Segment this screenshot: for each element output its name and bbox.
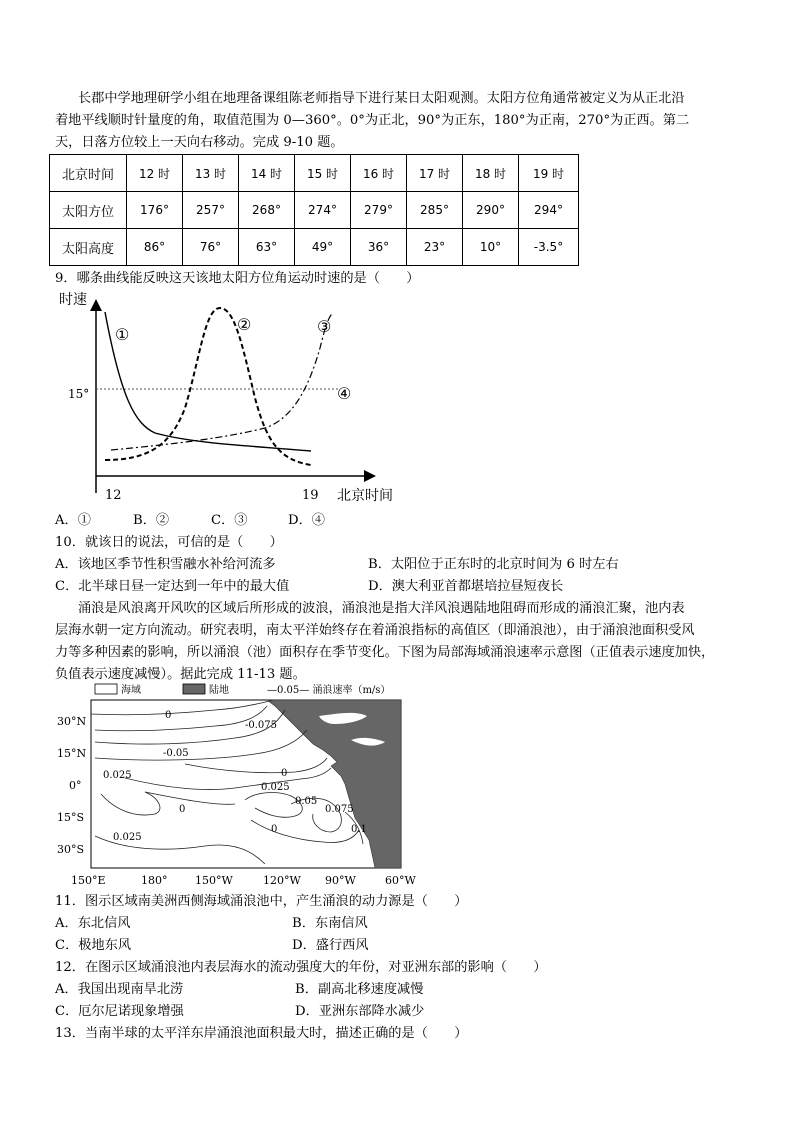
- swell-map: [55, 680, 425, 890]
- intro2-line2: 层海水朝一定方向流动。研究表明，南太平洋始终存在着涌浪指标的高值区（即涌浪池），由于涌浪池面积受风: [55, 623, 695, 638]
- q9-option-d: D．④: [288, 513, 325, 528]
- table-cell: 23°: [407, 229, 463, 266]
- lat-label: 15°N: [57, 747, 87, 760]
- q10-option-d: D．澳大利亚首都堪培拉昼短夜长: [368, 579, 564, 594]
- q10-option-b: B．太阳位于正东时的北京时间为 6 时左右: [368, 557, 619, 572]
- q9-option-c: C．③: [211, 513, 248, 528]
- table-cell: 北京时间: [50, 155, 127, 192]
- curve2-label: ②: [237, 315, 252, 334]
- contour-label: 0: [281, 768, 288, 779]
- intro1-line2: 着地平线顺时针量度的角，取值范围为 0—360°。0°为正北，90°为正东，180°为正南，270°为正西。第二: [55, 113, 690, 128]
- q10-stem: 10．就该日的说法，可信的是（ ）: [55, 535, 283, 550]
- table-cell: 63°: [239, 229, 295, 266]
- lon-label: 60°W: [385, 874, 416, 887]
- q9-stem: 9．哪条曲线能反映这天该地太阳方位角运动时速的是（ ）: [55, 271, 420, 286]
- lat-label: 30°N: [57, 715, 87, 728]
- lat-label: 0°: [69, 779, 82, 792]
- graph-ylabel: 时速: [59, 292, 87, 308]
- curve-3: [111, 314, 332, 450]
- table-row-altitude: [50, 229, 579, 266]
- contour-label: -0.05: [163, 748, 189, 759]
- contour-label: -0.075: [245, 720, 278, 731]
- contour-label: 0.075: [325, 804, 354, 815]
- contour-label: 0.025: [113, 832, 142, 843]
- table-cell: 294°: [519, 192, 579, 229]
- q12-stem: 12．在图示区域涌浪池内表层海水的流动强度大的年份，对亚洲东部的影响（ ）: [55, 960, 547, 975]
- curve4-label: ④: [337, 384, 352, 403]
- table-cell: 19 时: [519, 155, 579, 192]
- table-cell: 257°: [183, 192, 239, 229]
- q12-option-d: D．亚洲东部降水减少: [295, 1004, 425, 1019]
- contour-label: 0.025: [261, 782, 290, 793]
- lon-label: 150°E: [71, 874, 106, 887]
- q11-option-c: C．极地东风: [55, 938, 132, 953]
- table-cell: 285°: [407, 192, 463, 229]
- lat-label: 30°S: [57, 843, 85, 856]
- lon-label: 150°W: [195, 874, 233, 887]
- graph-xlabel: 北京时间: [337, 488, 393, 504]
- table-cell: 274°: [295, 192, 351, 229]
- lon-label: 180°: [141, 874, 168, 887]
- contour-label: 0.1: [351, 824, 367, 835]
- table-cell: -3.5°: [519, 229, 579, 266]
- table-cell: 279°: [351, 192, 407, 229]
- table-cell: 太阳方位: [50, 192, 127, 229]
- legend-land: 陆地: [209, 685, 229, 696]
- intro2-line3: 力等多种因素的影响，所以涌浪（池）面积存在季节变化。下图为局部海域涌浪速率示意图（正值表示速度加快，: [55, 645, 715, 660]
- table-cell: 76°: [183, 229, 239, 266]
- table-row-time: [50, 155, 579, 192]
- legend-sea: 海域: [121, 685, 141, 696]
- q12-option-c: C．厄尔尼诺现象增强: [55, 1004, 184, 1019]
- intro2-line4: 负值表示速度减慢）。据此完成 11-13 题。: [55, 667, 306, 682]
- q13-stem: 13．当南半球的太平洋东岸涌浪池面积最大时，描述正确的是（ ）: [55, 1026, 468, 1041]
- table-cell: 18 时: [463, 155, 519, 192]
- curve-2: [105, 308, 311, 465]
- intro1-line1: 长郡中学地理研学小组在地理备课组陈老师指导下进行某日太阳观测。太阳方位角通常被定义为从正北沿: [78, 91, 685, 106]
- contour-label: 0: [271, 824, 278, 835]
- table-row-azimuth: [50, 192, 579, 229]
- q10-option-a: A．该地区季节性积雪融水补给河流多: [55, 557, 276, 572]
- lon-label: 90°W: [325, 874, 356, 887]
- q11-option-a: A．东北信风: [55, 916, 131, 931]
- q9-option-b: B．②: [133, 513, 170, 528]
- lon-label: 120°W: [263, 874, 301, 887]
- table-cell: 10°: [463, 229, 519, 266]
- curve-1: [105, 312, 311, 451]
- legend-line: —0.05— 涌浪速率（m/s）: [267, 685, 391, 696]
- table-cell: 49°: [295, 229, 351, 266]
- table-cell: 17 时: [407, 155, 463, 192]
- table-cell: 太阳高度: [50, 229, 127, 266]
- x-end-label: 19: [302, 488, 319, 503]
- table-cell: 13 时: [183, 155, 239, 192]
- table-cell: 176°: [127, 192, 183, 229]
- table-cell: 14 时: [239, 155, 295, 192]
- table-cell: 36°: [351, 229, 407, 266]
- contour-label: 0: [165, 710, 172, 721]
- q11-stem: 11．图示区域南美洲西侧海域涌浪池中，产生涌浪的动力源是（ ）: [55, 894, 468, 909]
- lat-label: 15°S: [57, 811, 85, 824]
- q10-option-c: C．北半球日昼一定达到一年中的最大值: [55, 579, 290, 594]
- contour-label: 0.05: [295, 796, 318, 807]
- q9-option-a: A．①: [55, 513, 91, 528]
- q12-option-b: B．副高北移速度减慢: [295, 982, 424, 997]
- q11-option-d: D．盛行西风: [292, 938, 369, 953]
- x-start-label: 12: [105, 488, 122, 503]
- table-cell: 15 时: [295, 155, 351, 192]
- curve3-label: ③: [317, 317, 332, 336]
- intro2-line1: 涌浪是风浪离开风吹的区域后所形成的波浪，涌浪池是指大洋风浪遇陆地阻碍而形成的涌浪汇聚，池内表: [78, 601, 685, 616]
- table-cell: 290°: [463, 192, 519, 229]
- azimuth-speed-graph: [55, 288, 415, 506]
- ref-label: 15°: [68, 387, 90, 401]
- contour-label: 0.025: [103, 770, 132, 781]
- table-cell: 268°: [239, 192, 295, 229]
- table-cell: 12 时: [127, 155, 183, 192]
- sun-table: [49, 154, 579, 266]
- table-cell: 86°: [127, 229, 183, 266]
- q12-option-a: A．我国出现南旱北涝: [55, 982, 184, 997]
- curve1-label: ①: [115, 325, 130, 344]
- contour-label: 0: [179, 804, 186, 815]
- intro1-line3: 天，日落方位较上一天向右移动。完成 9-10 题。: [55, 135, 344, 150]
- table-cell: 16 时: [351, 155, 407, 192]
- q11-option-b: B．东南信风: [292, 916, 368, 931]
